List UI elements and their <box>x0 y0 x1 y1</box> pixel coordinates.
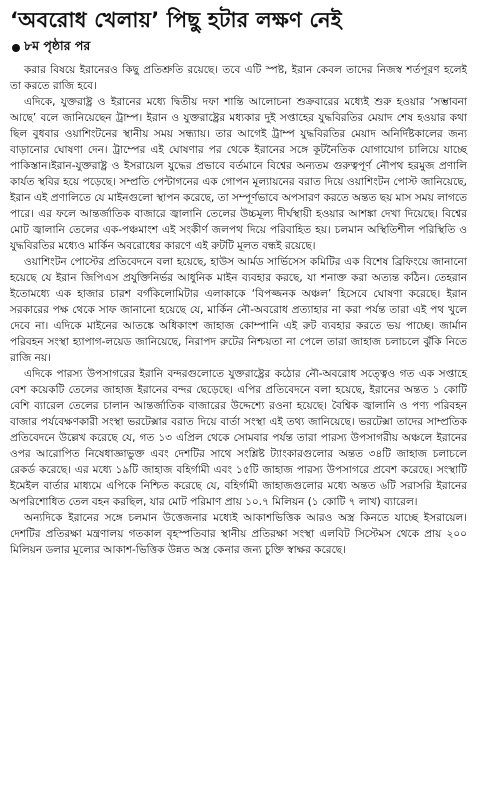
continued-from-label: ৮ম পৃষ্ঠার পর <box>24 38 91 53</box>
headline: ‘অবরোধ খেলায়’ পিছু হটার লক্ষণ নেই <box>10 8 342 32</box>
article-body <box>10 62 467 558</box>
paragraph-3: ওয়াশিংটন পোস্টের প্রতিবেদনে বলা হয়েছে, হাউস আর্মড সার্ভিসেস কমিটির এক বিশেষ ব্রিফিংয়ে জানানো হয়েছে যে ইরান জিপিএস প্রযুক্তিনির্ভর আধুনিক মাইন ব্যবহার করছে, যা শনাক্ত করা অত্যন্ত কঠিন। তেহরান ইতোমধ্যে এক হাজার চারশ বর্গকিলোমিটার এলাকাকে ‘বিপজ্জনক অঞ্চল’ হিসেবে ঘোষণা করেছে। ইরান সরকারের পক্ষ থেকে সাফ জানানো হয়েছে যে, মার্কিন নৌ-অবরোধ প্রত্যাহার না করা পর্যন্ত তারা এই পথ খুলে দেবে না। এদিকে মাইনের আতঙ্কে অধিকাংশ জাহাজ কোম্পানি এই রুট ব্যবহার করতে ভয় পাচ্ছে। জার্মান পরিবহন সংস্থা হ্যাপাগ-লয়েড জানিয়েছে, নিরাপদ রুটের নিশ্চয়তা না পেলে তারা জাহাজ চলাচলে ঝুঁকি নিতে রাজি নয়। <box>10 256 467 364</box>
paragraph-5: অন্যদিকে ইরানের সঙ্গে চলমান উত্তেজনার মধ্যেই আকাশভিত্তিক আরও অস্ত্র কিনতে যাচ্ছে ইসরায়েল। দেশটির প্রতিরক্ষা মন্ত্রণালয় গতকাল বৃহস্পতিবার স্থানীয় প্রতিরক্ষা সংস্থা এলবিট সিস্টেমস থেকে প্রায় ২০০ মিলিয়ন ডলার মূল্যের আকাশ-ভিত্তিক উন্নত অস্ত্র কেনার জন্য চুক্তি স্বাক্ষর করেছে। <box>10 512 467 556</box>
paragraph-1: করার বিষয়ে ইরানেরও কিছু প্রতিশ্রুতি রয়েছে। তবে এটি স্পষ্ট, ইরান কেবল তাদের নিজস্ব শর্তপূরণ হলেই তা করতে রাজি হবে। <box>10 64 467 92</box>
paragraph-4: এদিকে পারস্য উপসাগরের ইরানি বন্দরগুলোতে যুক্তরাষ্ট্রের কঠোর নৌ-অবরোধ সত্ত্বেও গত এক সপ্তাহে বেশ কয়েকটি তেলের জাহাজ ইরানের বন্দর ছেড়েছে। এপির প্রতিবেদনে বলা হয়েছে, ইরানের অন্তত ১ কোটি বেশি ব্যারেল তেলের চালান আন্তর্জাতিক বাজারের উদ্দেশ্যে রওনা হয়েছে। বৈশ্বিক জ্বালানি ও পণ্য পরিবহন বাজার পর্যবেক্ষণকারী সংস্থা ভরটেক্সার বরাত দিয়ে বার্তা সংস্থা এই তথ্য জানিয়েছে। ভরটেক্সা তাদের সাম্প্রতিক প্রতিবেদনে উল্লেখ করেছে যে, গত ১৩ এপ্রিল থেকে সোমবার পর্যন্ত তারা পারস্য উপসাগরীয় অঞ্চলে ইরানের ওপর আরোপিত নিষেধাজ্ঞাভুক্ত এবং দেশটির সাথে সংশ্লিষ্ট ট্যাংকারগুলোর অন্তত ৩৪টি জাহাজ চলাচলে রেকর্ড করেছে। এর মধ্যে ১৯টি জাহাজ বহির্গামী এবং ১৫টি জাহাজ পারস্য উপসাগরে প্রবেশ করেছে। সংস্থাটি ইমেইল বার্তার মাধ্যমে এপিকে নিশ্চিত করেছে যে, বহির্গামী জাহাজগুলোর মধ্যে অন্তত ৬টি সরাসরি ইরানের অপরিশোধিত তেল বহন করছিল, যার মোট পরিমাণ প্রায় ১০.৭ মিলিয়ন (১ কোটি ৭ লাখ) ব্যারেল। <box>10 368 467 508</box>
continued-from-line <box>12 38 467 58</box>
paragraph-2: এদিকে, যুক্তরাষ্ট্র ও ইরানের মধ্যে দ্বিতীয় দফা শান্তি আলোচনা শুক্রবারের মধ্যেই শুরু হওয়ার ‘সম্ভাবনা আছে’ বলে জানিয়েছেন ট্রাম্প। ইরান ও যুক্তরাষ্ট্রের মধ্যকার দুই সপ্তাহের যুদ্ধবিরতির মেয়াদ শেষ হওয়ার কথা ছিল বুধবার ওয়াশিংটনের স্থানীয় সময় সন্ধ্যায়। তার আগেই ট্রাম্প যুদ্ধবিরতির মেয়াদ অনির্দিষ্টকালের জন্য বাড়ানোর ঘোষণা দেন। ট্রাম্পের এই ঘোষণার পর থেকে ইরানের সঙ্গে কূটনৈতিক যোগাযোগ চালিয়ে যাচ্ছে পাকিস্তান।ইরান-যুক্তরাষ্ট্র ও ইসরায়েল যুদ্ধের প্রভাবে বর্তমানে বিশ্বের অন্যতম গুরুত্বপূর্ণ নৌপথ হরমুজ প্রণালি কার্যত স্থবির হয়ে পড়েছে। সম্প্রতি পেন্টাগনের এক গোপন মূল্যায়নের বরাত দিয়ে ওয়াশিংটন পোস্ট জানিয়েছে, ইরান এই প্রণালিতে যে মাইনগুলো স্থাপন করেছে, তা সম্পূর্ণভাবে অপসারণ করতে অন্তত ছয় মাস সময় লাগতে পারে। এর ফলে আন্তর্জাতিক বাজারে জ্বালানি তেলের উচ্চমূল্য দীর্ঘস্থায়ী হওয়ার আশঙ্কা দেখা দিয়েছে। বিশ্বের মোট জ্বালানি তেলের এক-পঞ্চমাংশ এই সংকীর্ণ জলপথ দিয়ে পরিবাহিত হয়। চলমান অস্থিতিশীল পরিস্থিতি ও যুদ্ধবিরতির মধ্যেও মার্কিন অবরোধের কারণে এই রুটটি মূলত বন্ধই রয়েছে। <box>10 96 467 252</box>
bullet-icon <box>12 44 20 52</box>
